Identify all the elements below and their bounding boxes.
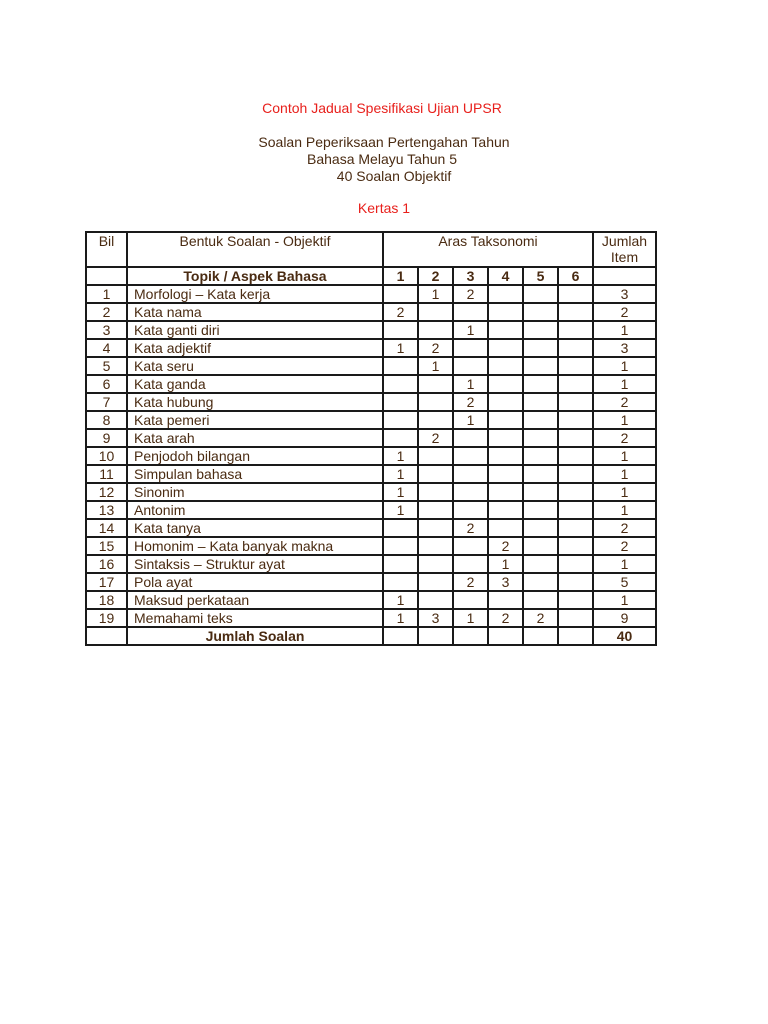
row-level-cell xyxy=(453,537,488,555)
total-empty-cell xyxy=(488,627,523,645)
row-jumlah-cell: 1 xyxy=(593,591,656,609)
row-level-cell xyxy=(558,609,593,627)
row-level-cell xyxy=(488,339,523,357)
subheader-empty-cell xyxy=(593,267,656,285)
table-row xyxy=(86,375,656,393)
row-level-cell: 2 xyxy=(383,303,418,321)
row-bil-cell: 1 xyxy=(86,285,127,303)
row-bil-cell: 10 xyxy=(86,447,127,465)
table-row xyxy=(86,411,656,429)
row-level-cell: 2 xyxy=(453,285,488,303)
row-level-cell xyxy=(418,465,453,483)
row-level-cell xyxy=(453,501,488,519)
row-level-cell xyxy=(558,303,593,321)
row-jumlah-cell: 3 xyxy=(593,339,656,357)
row-level-cell xyxy=(523,501,558,519)
level-header: 1 xyxy=(383,267,418,285)
row-topik-cell: Kata tanya xyxy=(127,519,383,537)
row-bil-cell: 13 xyxy=(86,501,127,519)
row-level-cell xyxy=(523,591,558,609)
row-level-cell xyxy=(453,447,488,465)
row-level-cell xyxy=(523,357,558,375)
row-bil-cell: 16 xyxy=(86,555,127,573)
row-jumlah-cell: 3 xyxy=(593,285,656,303)
table-row xyxy=(86,285,656,303)
row-topik-cell: Kata adjektif xyxy=(127,339,383,357)
row-level-cell xyxy=(418,393,453,411)
row-level-cell: 2 xyxy=(453,519,488,537)
header-bentuk-soalan: Bentuk Soalan - Objektif xyxy=(127,232,383,267)
row-level-cell xyxy=(418,591,453,609)
row-level-cell: 2 xyxy=(488,609,523,627)
row-level-cell xyxy=(558,357,593,375)
row-topik-cell: Penjodoh bilangan xyxy=(127,447,383,465)
row-topik-cell: Simpulan bahasa xyxy=(127,465,383,483)
row-level-cell xyxy=(488,483,523,501)
level-header: 6 xyxy=(558,267,593,285)
row-level-cell: 2 xyxy=(418,429,453,447)
total-value: 40 xyxy=(593,627,656,645)
row-jumlah-cell: 1 xyxy=(593,501,656,519)
row-level-cell xyxy=(453,483,488,501)
row-level-cell: 2 xyxy=(418,339,453,357)
row-level-cell: 1 xyxy=(488,555,523,573)
row-level-cell: 1 xyxy=(453,375,488,393)
row-level-cell: 1 xyxy=(383,447,418,465)
row-bil-cell: 17 xyxy=(86,573,127,591)
row-level-cell xyxy=(523,339,558,357)
row-level-cell xyxy=(453,303,488,321)
row-level-cell: 1 xyxy=(383,501,418,519)
row-level-cell xyxy=(418,321,453,339)
row-jumlah-cell: 2 xyxy=(593,519,656,537)
table-row xyxy=(86,465,656,483)
level-header: 2 xyxy=(418,267,453,285)
row-topik-cell: Kata ganti diri xyxy=(127,321,383,339)
header-bil: Bil xyxy=(86,232,127,267)
row-bil-cell: 11 xyxy=(86,465,127,483)
row-level-cell xyxy=(523,447,558,465)
row-bil-cell: 15 xyxy=(86,537,127,555)
row-topik-cell: Kata hubung xyxy=(127,393,383,411)
row-topik-cell: Sintaksis – Struktur ayat xyxy=(127,555,383,573)
subheader-empty-cell xyxy=(86,267,127,285)
subtitle-line-1: Soalan Peperiksaan Pertengahan Tahun xyxy=(258,134,510,150)
header-row xyxy=(86,232,656,267)
header-item-line: Item xyxy=(610,249,639,265)
level-header: 4 xyxy=(488,267,523,285)
row-level-cell xyxy=(488,501,523,519)
row-bil-cell: 3 xyxy=(86,321,127,339)
row-level-cell xyxy=(418,447,453,465)
row-bil-cell: 4 xyxy=(86,339,127,357)
row-level-cell xyxy=(558,393,593,411)
row-level-cell xyxy=(558,573,593,591)
row-level-cell xyxy=(488,357,523,375)
row-bil-cell: 8 xyxy=(86,411,127,429)
row-bil-cell: 18 xyxy=(86,591,127,609)
row-level-cell xyxy=(523,393,558,411)
row-topik-cell: Kata arah xyxy=(127,429,383,447)
row-level-cell: 1 xyxy=(453,609,488,627)
row-bil-cell: 7 xyxy=(86,393,127,411)
row-level-cell xyxy=(558,537,593,555)
total-empty-cell xyxy=(86,627,127,645)
row-level-cell xyxy=(418,573,453,591)
row-topik-cell: Kata seru xyxy=(127,357,383,375)
row-level-cell xyxy=(558,285,593,303)
row-jumlah-cell: 9 xyxy=(593,609,656,627)
row-topik-cell: Kata ganda xyxy=(127,375,383,393)
row-level-cell xyxy=(488,591,523,609)
row-level-cell xyxy=(418,483,453,501)
row-bil-cell: 12 xyxy=(86,483,127,501)
row-level-cell xyxy=(558,519,593,537)
row-level-cell xyxy=(523,555,558,573)
header-jumlah-item xyxy=(593,232,656,267)
row-level-cell: 1 xyxy=(383,483,418,501)
row-level-cell xyxy=(523,285,558,303)
row-jumlah-cell: 1 xyxy=(593,357,656,375)
row-level-cell xyxy=(558,339,593,357)
row-level-cell xyxy=(383,519,418,537)
row-level-cell xyxy=(418,303,453,321)
header-jumlah-line: Jumlah xyxy=(601,233,648,249)
table-row xyxy=(86,501,656,519)
row-level-cell xyxy=(488,303,523,321)
row-level-cell: 1 xyxy=(418,285,453,303)
row-level-cell: 1 xyxy=(453,411,488,429)
row-level-cell xyxy=(488,375,523,393)
row-topik-cell: Maksud perkataan xyxy=(127,591,383,609)
row-level-cell xyxy=(418,501,453,519)
total-empty-cell xyxy=(418,627,453,645)
level-header: 5 xyxy=(523,267,558,285)
total-empty-cell xyxy=(523,627,558,645)
row-level-cell xyxy=(383,285,418,303)
row-level-cell xyxy=(453,465,488,483)
row-level-cell: 1 xyxy=(453,321,488,339)
row-level-cell: 3 xyxy=(418,609,453,627)
row-level-cell xyxy=(523,429,558,447)
row-level-cell xyxy=(453,591,488,609)
table-row xyxy=(86,483,656,501)
row-topik-cell: Morfologi – Kata kerja xyxy=(127,285,383,303)
row-jumlah-cell: 2 xyxy=(593,303,656,321)
table-row xyxy=(86,573,656,591)
total-empty-cell xyxy=(558,627,593,645)
row-level-cell xyxy=(418,555,453,573)
row-jumlah-cell: 1 xyxy=(593,375,656,393)
table-row xyxy=(86,447,656,465)
document-title: Contoh Jadual Spesifikasi Ujian UPSR xyxy=(262,100,502,116)
row-level-cell xyxy=(523,303,558,321)
row-level-cell xyxy=(383,393,418,411)
row-bil-cell: 6 xyxy=(86,375,127,393)
row-topik-cell: Kata pemeri xyxy=(127,411,383,429)
row-level-cell: 1 xyxy=(418,357,453,375)
row-level-cell xyxy=(558,501,593,519)
row-level-cell xyxy=(453,357,488,375)
row-level-cell xyxy=(488,321,523,339)
row-topik-cell: Antonim xyxy=(127,501,383,519)
row-level-cell xyxy=(558,591,593,609)
row-topik-cell: Homonim – Kata banyak makna xyxy=(127,537,383,555)
row-level-cell xyxy=(488,519,523,537)
row-level-cell: 2 xyxy=(453,393,488,411)
row-level-cell: 2 xyxy=(488,537,523,555)
row-level-cell xyxy=(418,519,453,537)
total-empty-cell xyxy=(383,627,418,645)
row-level-cell: 1 xyxy=(383,609,418,627)
row-jumlah-cell: 1 xyxy=(593,321,656,339)
row-topik-cell: Pola ayat xyxy=(127,573,383,591)
row-bil-cell: 19 xyxy=(86,609,127,627)
row-jumlah-cell: 1 xyxy=(593,465,656,483)
row-level-cell xyxy=(383,321,418,339)
row-bil-cell: 5 xyxy=(86,357,127,375)
table-row xyxy=(86,609,656,627)
row-level-cell xyxy=(523,411,558,429)
row-level-cell xyxy=(558,483,593,501)
row-jumlah-cell: 2 xyxy=(593,537,656,555)
table-row xyxy=(86,303,656,321)
row-level-cell xyxy=(558,429,593,447)
subheader-row xyxy=(86,267,656,285)
table-row xyxy=(86,357,656,375)
row-level-cell xyxy=(523,537,558,555)
row-level-cell xyxy=(558,555,593,573)
row-level-cell xyxy=(523,465,558,483)
row-level-cell xyxy=(418,411,453,429)
row-jumlah-cell: 5 xyxy=(593,573,656,591)
row-level-cell xyxy=(558,447,593,465)
row-topik-cell: Memahami teks xyxy=(127,609,383,627)
row-level-cell xyxy=(383,573,418,591)
header-aras-taksonomi: Aras Taksonomi xyxy=(383,232,593,267)
row-level-cell xyxy=(418,375,453,393)
row-level-cell xyxy=(383,411,418,429)
table-row xyxy=(86,555,656,573)
row-level-cell xyxy=(523,483,558,501)
row-jumlah-cell: 1 xyxy=(593,447,656,465)
table-row xyxy=(86,537,656,555)
row-topik-cell: Sinonim xyxy=(127,483,383,501)
table-row xyxy=(86,591,656,609)
row-bil-cell: 14 xyxy=(86,519,127,537)
row-bil-cell: 9 xyxy=(86,429,127,447)
row-level-cell xyxy=(488,393,523,411)
table-row xyxy=(86,339,656,357)
row-level-cell xyxy=(558,411,593,429)
subheader-topik: Topik / Aspek Bahasa xyxy=(127,267,383,285)
row-level-cell xyxy=(383,555,418,573)
row-jumlah-cell: 2 xyxy=(593,393,656,411)
row-level-cell xyxy=(558,321,593,339)
row-level-cell xyxy=(383,375,418,393)
row-jumlah-cell: 1 xyxy=(593,411,656,429)
row-topik-cell: Kata nama xyxy=(127,303,383,321)
row-jumlah-cell: 2 xyxy=(593,429,656,447)
row-level-cell: 3 xyxy=(488,573,523,591)
row-level-cell xyxy=(453,429,488,447)
row-level-cell xyxy=(418,537,453,555)
subtitle-line-3: 40 Soalan Objektif xyxy=(336,168,452,184)
row-jumlah-cell: 1 xyxy=(593,555,656,573)
subtitle-line-2: Bahasa Melayu Tahun 5 xyxy=(307,151,457,167)
specification-table xyxy=(85,231,657,646)
row-level-cell xyxy=(488,465,523,483)
row-level-cell xyxy=(523,573,558,591)
row-level-cell xyxy=(383,429,418,447)
row-level-cell xyxy=(523,321,558,339)
row-level-cell: 1 xyxy=(383,339,418,357)
level-header: 3 xyxy=(453,267,488,285)
table-row xyxy=(86,519,656,537)
row-level-cell xyxy=(488,447,523,465)
row-level-cell xyxy=(488,285,523,303)
row-level-cell: 2 xyxy=(453,573,488,591)
row-bil-cell: 2 xyxy=(86,303,127,321)
total-label: Jumlah Soalan xyxy=(127,627,383,645)
total-empty-cell xyxy=(453,627,488,645)
row-level-cell xyxy=(488,429,523,447)
row-level-cell: 2 xyxy=(523,609,558,627)
row-level-cell xyxy=(453,555,488,573)
table-row xyxy=(86,321,656,339)
paper-label: Kertas 1 xyxy=(357,200,411,216)
row-level-cell xyxy=(488,411,523,429)
table-row xyxy=(86,393,656,411)
row-level-cell xyxy=(383,357,418,375)
total-row xyxy=(86,627,656,645)
row-level-cell xyxy=(558,465,593,483)
row-level-cell xyxy=(453,339,488,357)
row-level-cell: 1 xyxy=(383,591,418,609)
row-level-cell: 1 xyxy=(383,465,418,483)
row-level-cell xyxy=(558,375,593,393)
table-row xyxy=(86,429,656,447)
row-level-cell xyxy=(523,519,558,537)
row-level-cell xyxy=(523,375,558,393)
row-level-cell xyxy=(383,537,418,555)
row-jumlah-cell: 1 xyxy=(593,483,656,501)
